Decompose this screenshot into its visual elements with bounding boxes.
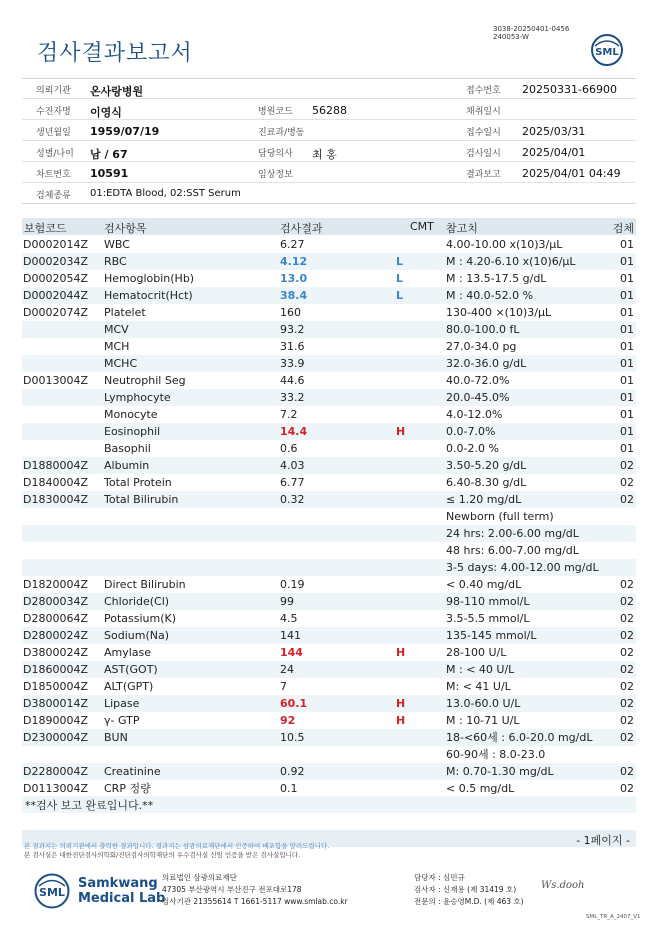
chart-label: 차트번호: [36, 170, 71, 180]
cell-flag: L: [396, 272, 404, 285]
cell-item: Direct Bilirubin: [104, 578, 186, 591]
cell-item: MCV: [104, 323, 129, 336]
cell-result: 60.1: [280, 697, 308, 710]
cell-code: D2800024Z: [23, 629, 88, 642]
cell-reference: 60-90세 : 8.0-23.0: [446, 748, 546, 761]
table-row: [22, 695, 636, 712]
cell-item: Eosinophil: [104, 425, 161, 438]
cell-reference: 3.50-5.20 g/dL: [446, 459, 527, 472]
document-code-line2: 240053-W: [493, 33, 529, 41]
cell-reference: 18-<60세 : 6.0-20.0 mg/dL: [446, 731, 593, 744]
cell-code: D3800014Z: [23, 697, 88, 710]
info-row-4: [22, 142, 636, 162]
cell-reference: 32.0-36.0 g/dL: [446, 357, 527, 370]
cell-item: MCH: [104, 340, 130, 353]
cell-result: 7.2: [280, 408, 298, 421]
cell-reference: 28-100 U/L: [446, 646, 507, 659]
notice-line-2: 본 검사실은 대한진단검사의학회/진단검사의학재단의 우수검사실 신임 인증을 받은 검사실입니다.: [24, 851, 301, 859]
results-table-header: [22, 218, 636, 235]
col-item: 검사항목: [104, 222, 147, 235]
cell-specimen: 01: [620, 238, 634, 251]
footer-sml-logo-icon: [34, 873, 70, 909]
cell-result: 10.5: [280, 731, 305, 744]
cell-result: 144: [280, 646, 303, 659]
report-value: 2025/04/01 04:49: [522, 167, 621, 180]
cell-result: 141: [280, 629, 301, 642]
sex-age-value: 남 / 67: [90, 148, 128, 161]
doctor-label: 담당의사: [258, 149, 293, 159]
col-code: 보험코드: [24, 222, 67, 235]
table-row: [22, 593, 636, 610]
cell-result: 4.03: [280, 459, 305, 472]
cell-item: Potassium(K): [104, 612, 177, 625]
cell-specimen: 01: [620, 340, 634, 353]
cell-reference: ≤ 1.20 mg/dL: [446, 493, 522, 506]
cell-code: D1830004Z: [23, 493, 88, 506]
cell-item: ALT(GPT): [104, 680, 154, 693]
cell-code: D3800024Z: [23, 646, 88, 659]
cell-item: MCHC: [104, 357, 138, 370]
footer-staff: [414, 872, 524, 908]
cell-result: 92: [280, 714, 296, 727]
table-row: [22, 423, 636, 440]
table-row: [22, 253, 636, 270]
cell-reference: M : 4.20-6.10 x(10)6/μL: [446, 255, 576, 268]
cell-item: CRP 정량: [104, 782, 151, 795]
receipt-date-value: 2025/03/31: [522, 125, 586, 138]
cell-flag: L: [396, 255, 404, 268]
cell-reference: < 0.5 mg/dL: [446, 782, 515, 795]
table-row: [22, 304, 636, 321]
cell-flag: H: [396, 646, 406, 659]
cell-reference: 0.0-7.0%: [446, 425, 496, 438]
brand-name-line2: Medical Lab: [78, 891, 166, 906]
table-row: [22, 644, 636, 661]
cell-code: D2300004Z: [23, 731, 88, 744]
report-label: 결과보고: [466, 170, 501, 180]
table-row: [22, 627, 636, 644]
cell-reference: M: < 41 U/L: [446, 680, 511, 693]
cell-result: 33.2: [280, 391, 305, 404]
org-contact: 검사기관 21355614 T 1661-5117 www.smlab.co.kr: [162, 897, 348, 906]
cell-code: D1890004Z: [23, 714, 88, 727]
cell-specimen: 02: [620, 493, 634, 506]
chart-value: 10591: [90, 167, 129, 180]
table-row: [22, 287, 636, 304]
staff-tester: 검사자 : 신재용 (제 31419 호): [414, 885, 517, 894]
cell-result: 6.77: [280, 476, 305, 489]
table-row: [22, 542, 636, 559]
cell-item: Total Protein: [104, 476, 172, 489]
cell-reference: 27.0-34.0 pg: [446, 340, 517, 353]
document-code-line1: 3038-20250401-0456: [493, 25, 570, 33]
cell-specimen: 01: [620, 391, 634, 404]
cell-result: 6.27: [280, 238, 305, 251]
table-row: [22, 763, 636, 780]
test-type-label: 검체종류: [36, 191, 71, 201]
cell-result: 0.6: [280, 442, 298, 455]
report-complete-text: **검사 보고 완료입니다.**: [25, 799, 154, 812]
receipt-no-label: 접수번호: [466, 86, 501, 96]
page-number: - 1페이지 -: [576, 834, 630, 847]
cell-reference: 3-5 days: 4.00-12.00 mg/dL: [446, 561, 599, 574]
table-row: [22, 525, 636, 542]
table-row: [22, 389, 636, 406]
cell-result: 24: [280, 663, 294, 676]
cell-item: Lipase: [104, 697, 140, 710]
cell-specimen: 02: [620, 459, 634, 472]
cell-code: D2800034Z: [23, 595, 88, 608]
cell-code: D0113004Z: [23, 782, 88, 795]
cell-specimen: 02: [620, 646, 634, 659]
cell-specimen: 01: [620, 374, 634, 387]
table-row: [22, 729, 636, 746]
cell-item: Monocyte: [104, 408, 158, 421]
table-row: [22, 406, 636, 423]
doctor-value: 최 홍: [312, 148, 337, 161]
footer-brand: [78, 876, 165, 906]
cell-specimen: 02: [620, 629, 634, 642]
cell-specimen: 02: [620, 697, 634, 710]
cell-result: 0.19: [280, 578, 305, 591]
cell-item: Sodium(Na): [104, 629, 169, 642]
cell-specimen: 01: [620, 272, 634, 285]
cell-result: 0.92: [280, 765, 305, 778]
cell-specimen: 02: [620, 578, 634, 591]
cell-result: 13.0: [280, 272, 308, 285]
cell-item: Creatinine: [104, 765, 161, 778]
table-row: [22, 491, 636, 508]
cell-specimen: 02: [620, 680, 634, 693]
cell-item: Hemoglobin(Hb): [104, 272, 195, 285]
table-row: [22, 678, 636, 695]
cell-reference: 20.0-45.0%: [446, 391, 510, 404]
cell-item: RBC: [104, 255, 127, 268]
cell-specimen: 02: [620, 476, 634, 489]
col-ref: 참고치: [446, 222, 478, 235]
cell-item: Albumin: [104, 459, 150, 472]
document-code: [493, 25, 569, 41]
cell-specimen: 02: [620, 765, 634, 778]
signature: Ws.dooh: [541, 880, 585, 891]
cell-specimen: 02: [620, 612, 634, 625]
cell-result: 44.6: [280, 374, 305, 387]
results-table-body: [22, 236, 636, 797]
hospital-value: 온사랑병원: [90, 85, 144, 98]
cell-flag: H: [396, 697, 406, 710]
receipt-date-label: 접수일시: [466, 128, 501, 138]
cell-specimen: 01: [620, 289, 634, 302]
cell-reference: M : 40.0-52.0 %: [446, 289, 534, 302]
cell-specimen: 01: [620, 425, 634, 438]
cell-specimen: 01: [620, 408, 634, 421]
table-row: [22, 559, 636, 576]
cell-reference: 98-110 mmol/L: [446, 595, 530, 608]
cell-flag: H: [396, 714, 406, 727]
cell-code: D1840004Z: [23, 476, 88, 489]
sml-logo-icon: [591, 34, 623, 66]
staff-manager: 담당자 : 심민규: [414, 873, 465, 882]
cell-code: D0002014Z: [23, 238, 88, 251]
col-result: 검사결과: [280, 222, 323, 235]
cell-result: 4.12: [280, 255, 308, 268]
org-address: 47305 부산광역시 부산진구 전포대로178: [162, 885, 302, 894]
col-cmt: CMT: [410, 220, 434, 233]
patient-value: 이영식: [90, 106, 122, 119]
info-divider: [22, 203, 636, 204]
table-row: [22, 712, 636, 729]
table-row: [22, 321, 636, 338]
cell-specimen: 02: [620, 714, 634, 727]
table-row: [22, 338, 636, 355]
cell-reference: 6.40-8.30 g/dL: [446, 476, 527, 489]
birth-label: 생년월일: [36, 128, 71, 138]
birth-value: 1959/07/19: [90, 125, 160, 138]
hosp-code-label: 병원코드: [258, 107, 293, 117]
org-name: 의료법인 삼광의료재단: [162, 873, 237, 882]
table-row: [22, 236, 636, 253]
cell-reference: 80.0-100.0 fL: [446, 323, 520, 336]
test-type-value: 01:EDTA Blood, 02:SST Serum: [90, 188, 241, 199]
table-row: [22, 780, 636, 797]
cell-code: D2800064Z: [23, 612, 88, 625]
cell-result: 99: [280, 595, 294, 608]
cell-reference: 40.0-72.0%: [446, 374, 510, 387]
test-date-label: 검사일시: [466, 149, 501, 159]
dept-label: 진료과/병동: [258, 128, 305, 138]
cell-code: D0013004Z: [23, 374, 88, 387]
page-title: 검사결과보고서: [37, 41, 193, 66]
table-row: [22, 372, 636, 389]
cell-reference: 135-145 mmol/L: [446, 629, 537, 642]
form-code: SML_TR_A_2407_V1: [586, 914, 641, 920]
info-row-6: [22, 184, 636, 204]
cell-specimen: 01: [620, 442, 634, 455]
cell-result: 38.4: [280, 289, 308, 302]
cell-specimen: 01: [620, 323, 634, 336]
footer-logo-text: SML: [39, 886, 65, 899]
cell-flag: L: [396, 289, 404, 302]
cell-reference: M : 10-71 U/L: [446, 714, 520, 727]
collect-label: 채취일시: [466, 107, 501, 117]
table-row: [22, 610, 636, 627]
staff-specialist: 전문의 : 윤승영M.D. (제 463 호): [414, 897, 524, 906]
cell-reference: 0.0-2.0 %: [446, 442, 499, 455]
cell-item: WBC: [104, 238, 130, 251]
cell-item: Lymphocyte: [104, 391, 171, 404]
cell-item: Chloride(Cl): [104, 595, 170, 608]
cell-reference: 13.0-60.0 U/L: [446, 697, 521, 710]
cell-item: BUN: [104, 731, 128, 744]
info-row-3: [22, 121, 636, 141]
cell-result: 93.2: [280, 323, 305, 336]
cell-result: 0.32: [280, 493, 305, 506]
cell-code: D1860004Z: [23, 663, 88, 676]
cell-item: Hematocrit(Hct): [104, 289, 193, 302]
cell-result: 4.5: [280, 612, 298, 625]
cell-reference: 4.0-12.0%: [446, 408, 503, 421]
cell-specimen: 02: [620, 595, 634, 608]
footer-organization: [162, 872, 348, 908]
info-row-2: [22, 100, 636, 120]
table-row: [22, 746, 636, 763]
brand-name-line1: Samkwang: [78, 876, 158, 891]
info-row-1: [22, 79, 636, 99]
cell-specimen: 01: [620, 306, 634, 319]
table-row: [22, 270, 636, 287]
cell-reference: 130-400 ×(10)3/μL: [446, 306, 552, 319]
cell-reference: 48 hrs: 6.00-7.00 mg/dL: [446, 544, 579, 557]
cell-specimen: 01: [620, 357, 634, 370]
cell-result: 0.1: [280, 782, 298, 795]
table-row: [22, 457, 636, 474]
table-row: [22, 355, 636, 372]
cell-item: Amylase: [104, 646, 152, 659]
table-row: [22, 440, 636, 457]
cell-code: D0002074Z: [23, 306, 88, 319]
cell-item: Platelet: [104, 306, 146, 319]
sex-age-label: 성별/나이: [36, 149, 74, 159]
cell-reference: < 0.40 mg/dL: [446, 578, 522, 591]
test-date-value: 2025/04/01: [522, 146, 586, 159]
table-row: [22, 508, 636, 525]
table-row: [22, 576, 636, 593]
cell-item: γ- GTP: [104, 714, 140, 727]
cell-reference: 4.00-10.00 x(10)3/μL: [446, 238, 563, 251]
cell-result: 160: [280, 306, 301, 319]
sml-logo-text: SML: [595, 47, 619, 58]
cell-item: Neutrophil Seg: [104, 374, 186, 387]
cell-reference: M : 13.5-17.5 g/dL: [446, 272, 547, 285]
report-complete-row: [22, 796, 636, 813]
cell-specimen: 02: [620, 782, 634, 795]
cell-item: Total Bilirubin: [104, 493, 179, 506]
cell-code: D0002054Z: [23, 272, 88, 285]
hosp-code-value: 56288: [312, 104, 347, 117]
clinical-label: 임상정보: [258, 170, 293, 180]
cell-item: AST(GOT): [104, 663, 158, 676]
table-row: [22, 661, 636, 678]
notice-line-1: 본 결과지는 의뢰기관에서 출력한 결과입니다. 결과지는 삼광의료재단에서 인증하여 배포함을 알려드립니다.: [24, 842, 330, 850]
cell-reference: Newborn (full term): [446, 510, 554, 523]
cell-code: D1850004Z: [23, 680, 88, 693]
cell-reference: 24 hrs: 2.00-6.00 mg/dL: [446, 527, 579, 540]
cell-result: 14.4: [280, 425, 308, 438]
cell-specimen: 01: [620, 255, 634, 268]
cell-reference: M : < 40 U/L: [446, 663, 515, 676]
cell-reference: M: 0.70-1.30 mg/dL: [446, 765, 554, 778]
cell-code: D0002044Z: [23, 289, 88, 302]
cell-specimen: 02: [620, 731, 634, 744]
patient-label: 수진자명: [36, 107, 71, 117]
cell-code: D1880004Z: [23, 459, 88, 472]
cell-result: 7: [280, 680, 287, 693]
info-row-5: [22, 163, 636, 183]
cell-specimen: 02: [620, 663, 634, 676]
cell-code: D1820004Z: [23, 578, 88, 591]
cell-code: D2280004Z: [23, 765, 88, 778]
cell-code: D0002034Z: [23, 255, 88, 268]
table-row: [22, 474, 636, 491]
cell-result: 31.6: [280, 340, 305, 353]
col-spec: 검체: [612, 222, 634, 235]
receipt-no-value: 20250331-66900: [522, 83, 617, 96]
cell-result: 33.9: [280, 357, 305, 370]
hospital-label: 의뢰기관: [36, 86, 71, 96]
cell-reference: 3.5-5.5 mmol/L: [446, 612, 530, 625]
cell-flag: H: [396, 425, 406, 438]
cell-item: Basophil: [104, 442, 151, 455]
